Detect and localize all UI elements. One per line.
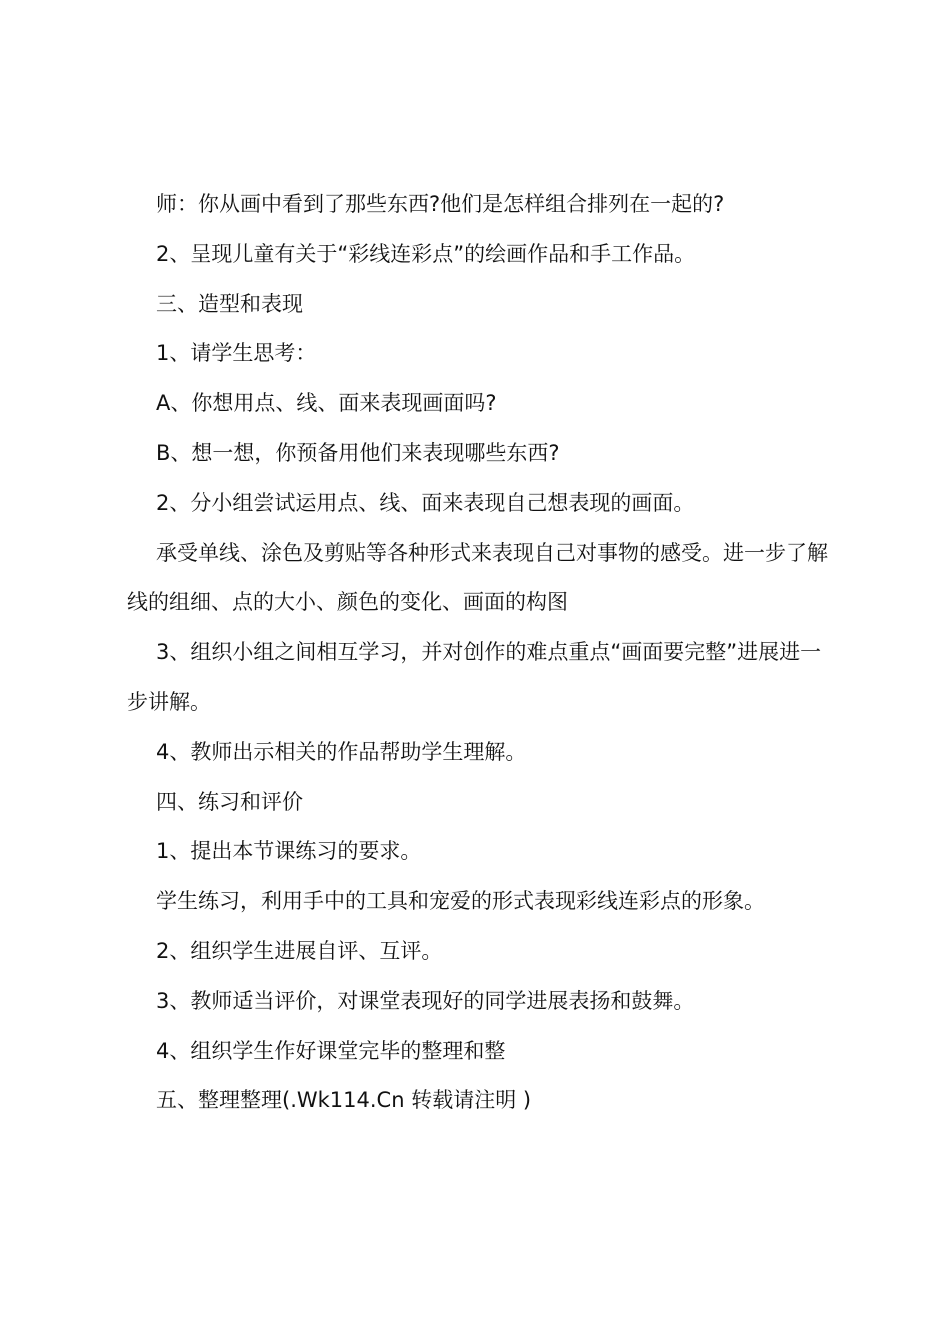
section-heading-summary: 五、整理整理(.Wk114.Cn 转载请注明 ) xyxy=(156,1088,532,1113)
paragraph-techniques: 承受单线、涂色及剪贴等各种形式来表现自己对事物的感受。进一步了解线的组细、点的大小、颜色的变化、画面的构图 xyxy=(127,540,828,615)
paragraph-step-1-think: 1、请学生思考： xyxy=(156,341,317,366)
paragraph-step-4-show-works: 4、教师出示相关的作品帮助学生理解。 xyxy=(156,739,527,764)
section-heading-practice: 四、练习和评价 xyxy=(156,789,303,814)
paragraph-student-practice: 学生练习，利用手中的工具和宠爱的形式表现彩线连彩点的形象。 xyxy=(156,889,765,914)
paragraph-question-a: A、你想用点、线、面来表现画面吗? xyxy=(156,391,497,416)
paragraph-step-4-cleanup: 4、组织学生作好课堂完毕的整理和整 xyxy=(156,1038,506,1063)
paragraph-step-3-group-study: 3、组织小组之间相互学习，并对创作的难点重点“画面要完整”进展进一步讲解。 xyxy=(127,640,822,714)
paragraph-step-2-present-works: 2、呈现儿童有关于“彩线连彩点”的绘画作品和手工作品。 xyxy=(156,241,696,266)
document-body xyxy=(127,180,837,1126)
paragraph-step-2-group-try: 2、分小组尝试运用点、线、面来表现自己想表现的画面。 xyxy=(156,490,695,515)
paragraph-question-b: B、想一想，你预备用他们来表现哪些东西? xyxy=(156,440,560,465)
paragraph-step-3-teacher-review: 3、教师适当评价，对课堂表现好的同学进展表扬和鼓舞。 xyxy=(156,988,695,1013)
section-heading-modeling: 三、造型和表现 xyxy=(156,291,303,316)
paragraph-teacher-question: 师：你从画中看到了那些东西?他们是怎样组合排列在一起的? xyxy=(156,192,725,216)
paragraph-step-1-requirements: 1、提出本节课练习的要求。 xyxy=(156,839,422,864)
paragraph-step-2-evaluation: 2、组织学生进展自评、互评。 xyxy=(156,938,443,963)
